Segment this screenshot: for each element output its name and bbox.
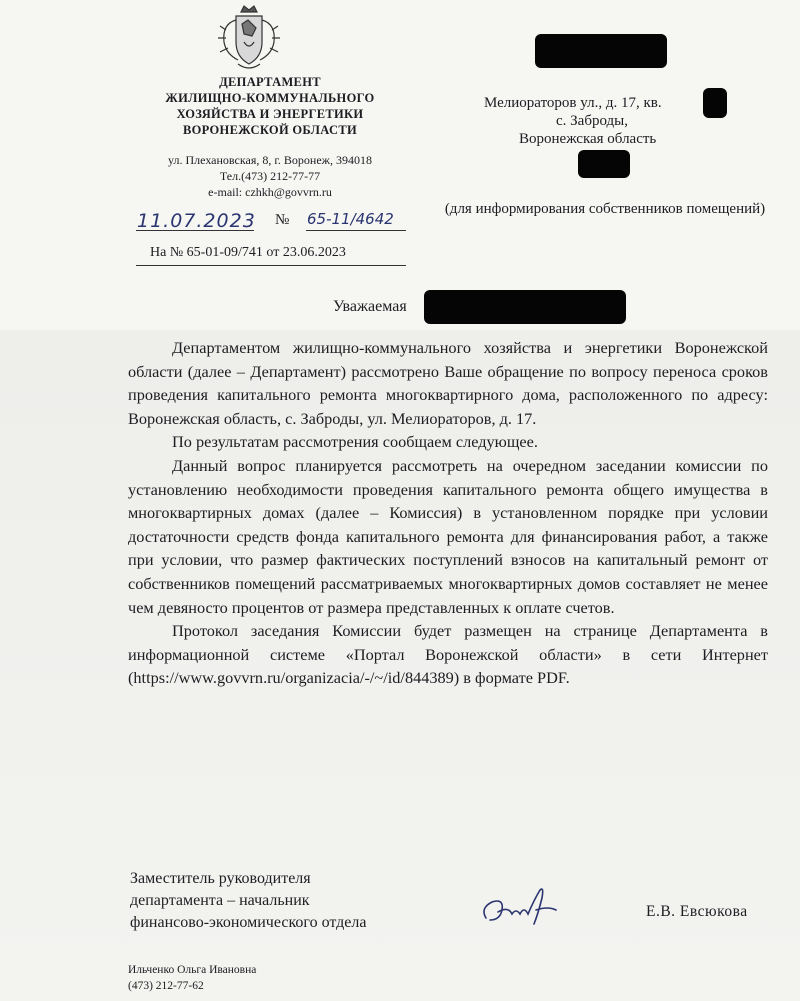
- department-line: ЖИЛИЩНО-КОММУНАЛЬНОГО: [165, 91, 375, 105]
- redacted-apartment: [703, 88, 727, 118]
- reference-underline: [136, 265, 406, 266]
- redacted-recipient-name: [535, 34, 667, 68]
- redacted-recipient-greeting-name: [424, 290, 626, 324]
- signatory-title: [130, 868, 450, 934]
- sender-contacts: [135, 152, 405, 200]
- executor-info: [128, 962, 256, 994]
- letter-body: [128, 336, 768, 690]
- body-paragraph-4: Протокол заседания Комиссии будет размещен на странице Департамента в информационной системе «Портал Воронежской области» в сети Интернет (https://www.govvrn.ru/organizacia/-/~/id/844389) в формате PDF.: [128, 621, 768, 688]
- department-name: [135, 74, 405, 138]
- body-paragraph-1: Департаментом жилищно-коммунального хозяйства и энергетики Воронежской области (далее – Департамент) рассмотрено Ваше обращение по вопросу переноса сроков проведения капитального ремонта многоквартирного дома, расположенного по адресу: Воронежская область, с. Заброды, ул. Мелиораторов, д. 17.: [128, 338, 768, 428]
- executor-phone: (473) 212-77-62: [128, 980, 204, 992]
- registration-line: [135, 210, 405, 232]
- signatory-title-line: Заместитель руководителя: [130, 870, 311, 887]
- coat-of-arms-icon: [214, 2, 284, 74]
- sender-address: ул. Плехановская, 8, г. Воронеж, 394018: [168, 153, 372, 167]
- body-paragraph-3: Данный вопрос планируется рассмотреть на очередном заседании комиссии по установлению необходимости проведения капитального ремонта общего имущества в многоквартирных домах (далее – Комиссия) в установленном порядке при условии достаточности средств фонда капитального ремонта для финансирования работ, а также при условии, что размер фактических поступлений взносов на капитальный ремонт от собственников помещений рассматриваемых многоквартирных домов составляет не менее чем девяносто процентов от размера представленных к оплате счетов.: [128, 455, 768, 617]
- sender-phone: Тел.(473) 212-77-77: [219, 169, 321, 183]
- recipient-street: Мелиораторов ул., д. 17, кв.: [484, 95, 662, 111]
- reference-number: На № 65-01-09/741 от 23.06.2023: [150, 245, 346, 260]
- date-underline: [136, 230, 254, 231]
- registration-date: 11.07.2023: [137, 210, 256, 232]
- number-underline: [306, 230, 406, 231]
- signatory-title-line: департамента – начальник: [130, 892, 310, 909]
- department-line: ХОЗЯЙСТВА И ЭНЕРГЕТИКИ: [176, 107, 364, 121]
- body-paragraph-2: По результатам рассмотрения сообщаем следующее.: [172, 432, 538, 452]
- recipient-village: с. Заброды,: [556, 113, 628, 129]
- executor-name: Ильченко Ольга Ивановна: [128, 964, 257, 976]
- recipient-note: (для информирования собственников помещений): [444, 201, 766, 217]
- handwritten-signature-icon: [478, 880, 578, 930]
- sender-email: e-mail: czhkh@govvrn.ru: [208, 185, 332, 199]
- department-line: ДЕПАРТАМЕНТ: [219, 75, 321, 89]
- greeting: Уважаемая: [333, 298, 407, 315]
- redacted-postcode: [578, 150, 630, 178]
- registration-number-label: №: [275, 212, 290, 228]
- recipient-region: Воронежская область: [519, 131, 657, 147]
- registration-number: 65-11/4642: [307, 210, 394, 228]
- signatory-title-line: финансово-экономического отдела: [130, 914, 367, 931]
- signatory-name: Е.В. Евсюкова: [646, 903, 748, 920]
- department-line: ВОРОНЕЖСКОЙ ОБЛАСТИ: [183, 123, 357, 137]
